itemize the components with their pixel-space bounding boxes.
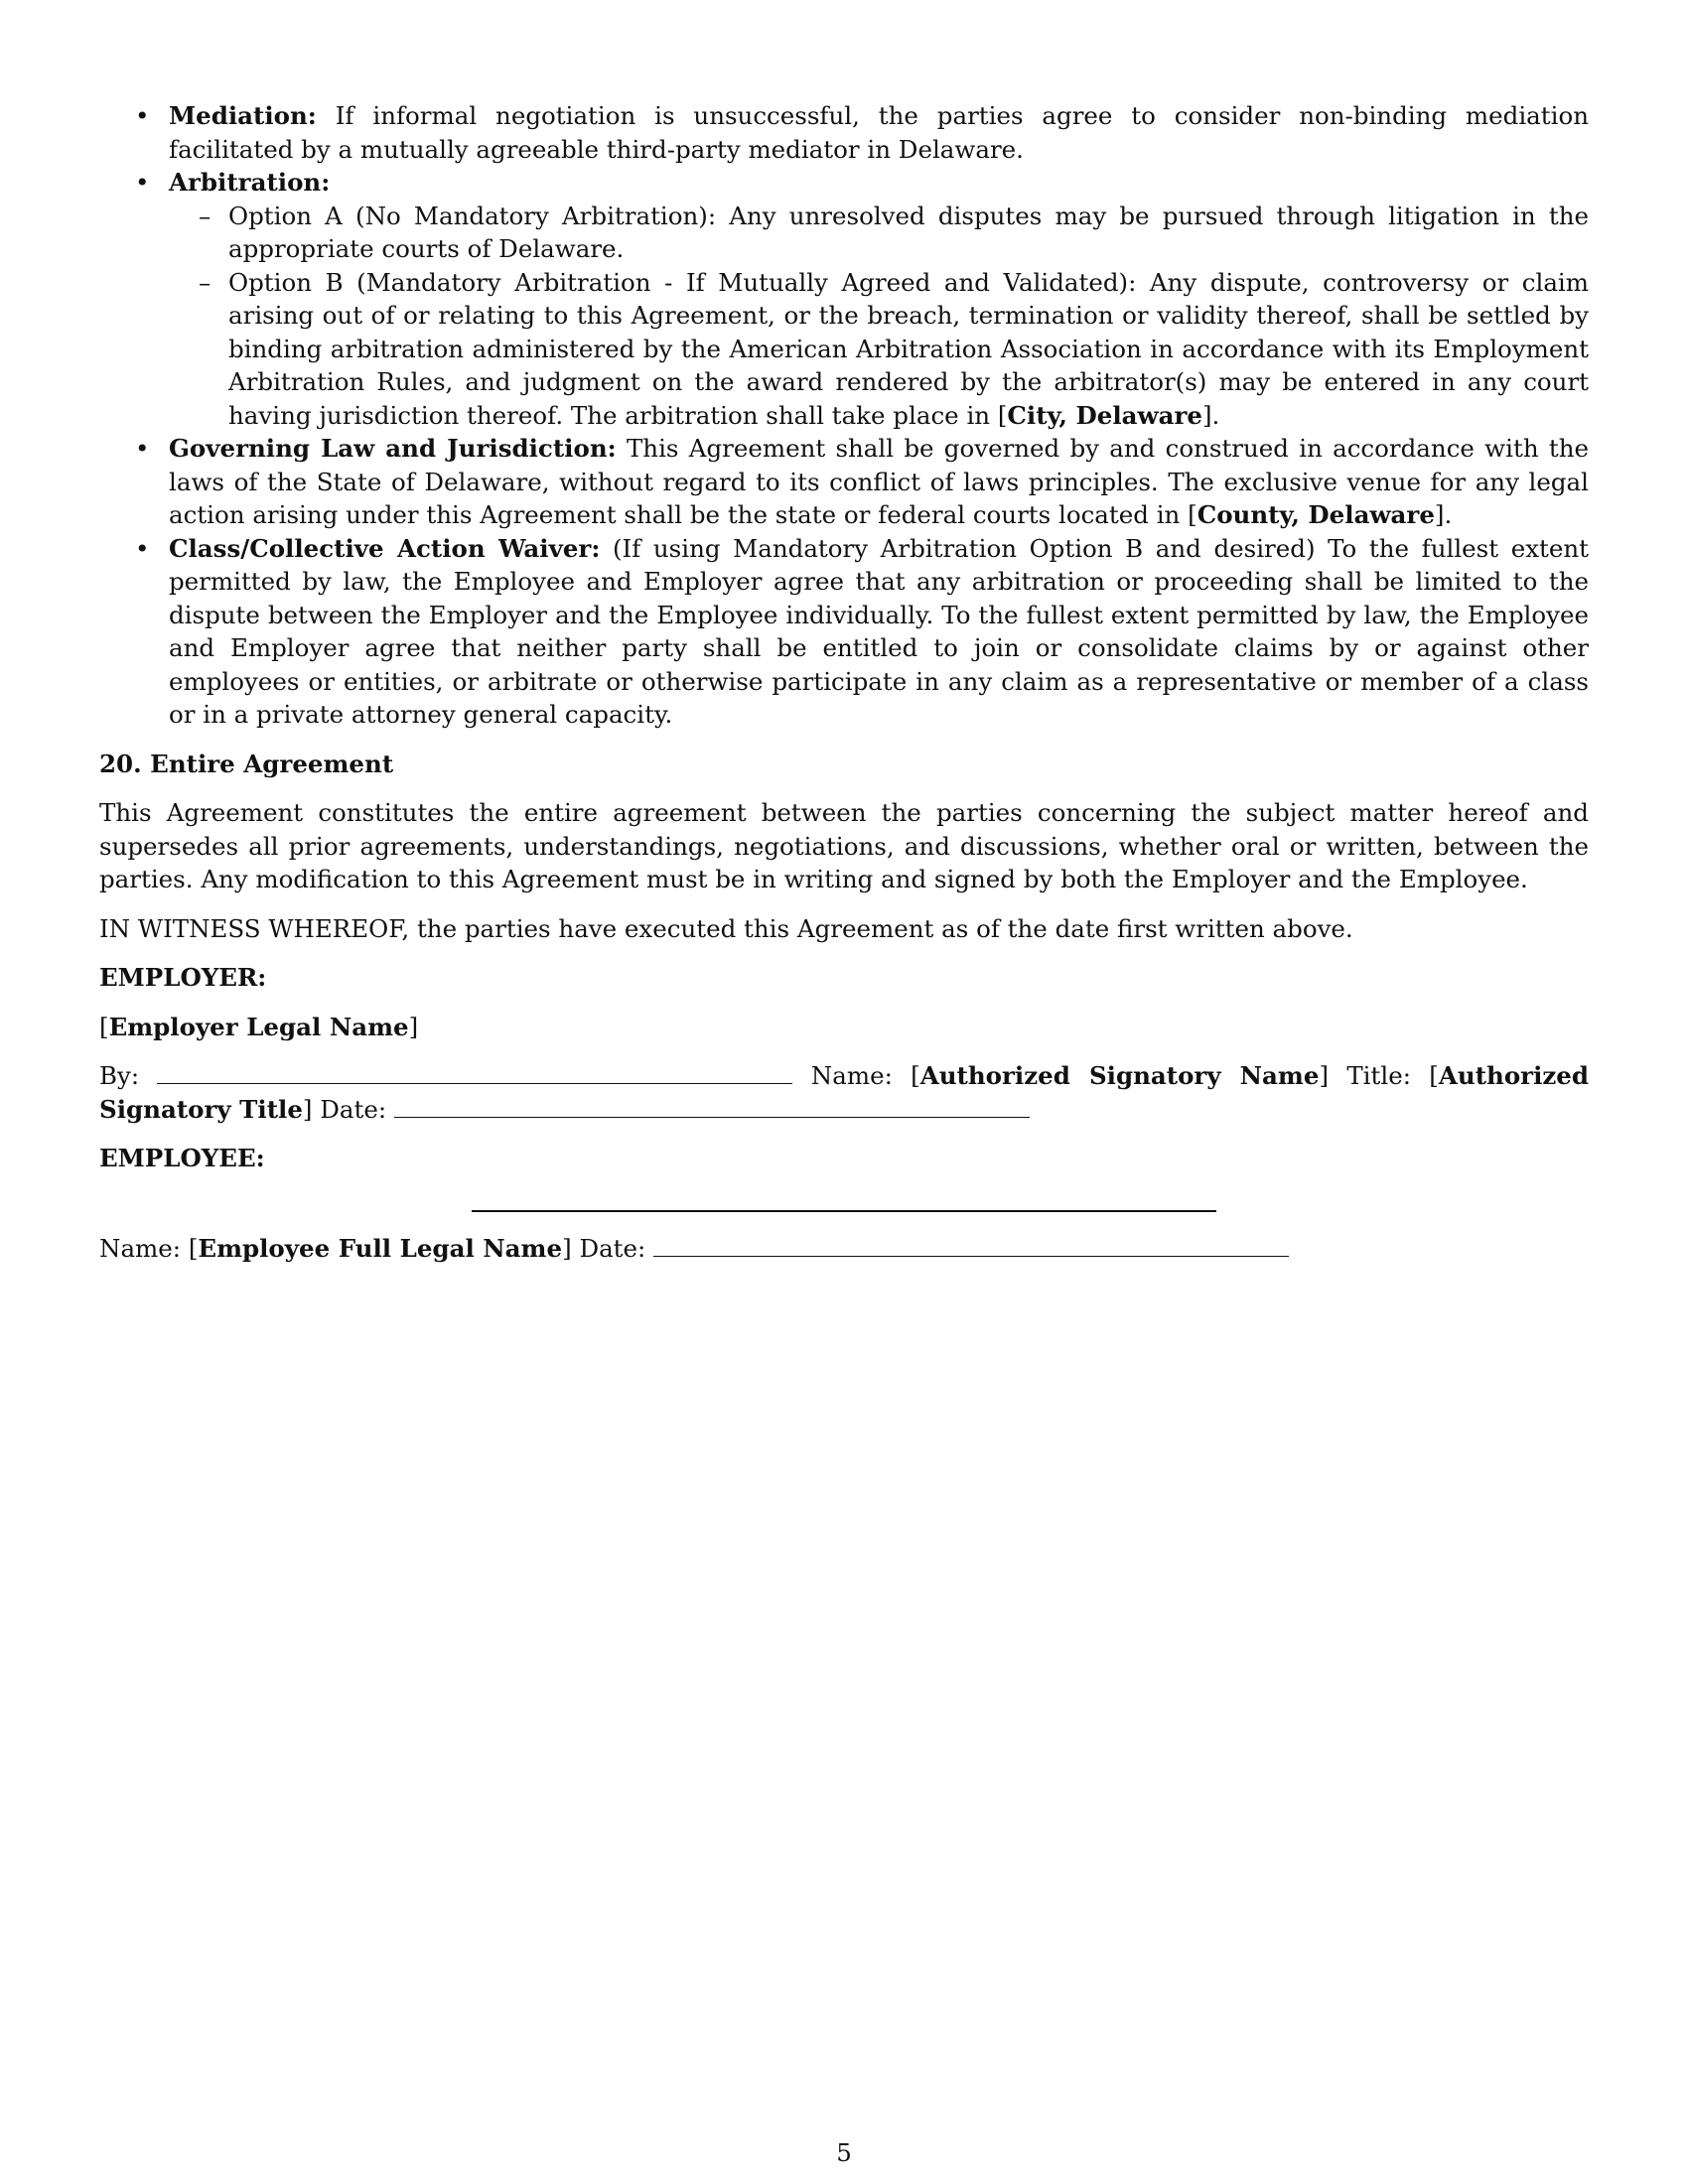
signatory-name: Authorized Signatory Name bbox=[919, 1061, 1320, 1090]
employer-title-label: Title: bbox=[1346, 1061, 1411, 1090]
arbitration-options bbox=[169, 200, 1589, 433]
page-number: 5 bbox=[836, 2138, 852, 2167]
employee-name-date-line: Name: [Employee Full Legal Name] Date: bbox=[99, 1232, 1589, 1266]
employee-full-name: Employee Full Legal Name bbox=[198, 1233, 563, 1263]
employer-legal-name: Employer Legal Name bbox=[108, 1012, 409, 1041]
venue-county-placeholder: County, Delaware bbox=[1196, 500, 1435, 529]
employer-name-label: Name: bbox=[810, 1061, 893, 1090]
employee-heading: EMPLOYEE: bbox=[99, 1144, 265, 1172]
employee-date-line[interactable] bbox=[653, 1234, 1289, 1257]
mediation-label: Mediation: bbox=[169, 101, 317, 130]
employer-date-label: Date: bbox=[320, 1094, 387, 1124]
option-a-item bbox=[169, 200, 1589, 266]
option-b-item: – Option B (Mandatory Arbitration - If Mutually Agreed and Validated): Any dispute, controversy or claim arising out of or relating to this Agreement, or the breach, termination or validity thereof, shall be settled by binding arbitration administered by the American Arbitration Association in accordance with its Employment Arbitration Rules, and judgment on the award rendered by the arbitrator(s) may be entered in any court having jurisdiction thereof. The arbitration shall take place in [City, Delaware]. bbox=[169, 266, 1589, 433]
governing-law-item: • Governing Law and Jurisdiction: This Agreement shall be governed by and construed in accordance with the laws of the State of Delaware, without regard to its conflict of laws principles. The exclusive venue for any legal action arising under this Agreement shall be the state or federal courts located in [County, Delaware]. bbox=[99, 432, 1589, 532]
option-a-text: Option A (No Mandatory Arbitration): Any unresolved disputes may be pursued through litigation in the appropriate courts of Delaware. bbox=[228, 201, 1589, 263]
option-b-text: Option B (Mandatory Arbitration - If Mutually Agreed and Validated): Any dispute, controversy or claim arising out of or relating to this Agreement, or the breach, termination or validity thereof, shall be settled by binding arbitration administered by the American Arbitration Association in accordance with its Employment Arbitration Rules, and judgment on the award rendered by the arbitrator(s) may be entered in any court having jurisdiction thereof. The arbitration shall take place in bbox=[228, 267, 1589, 430]
mediation-text: If informal negotiation is unsuccessful, the parties agree to consider non-binding mediation facilitated by a mutually agreeable third-party mediator in Delaware. bbox=[169, 101, 1590, 164]
arbitration-item bbox=[99, 166, 1589, 432]
employee-date-label: Date: bbox=[579, 1233, 646, 1263]
employee-name-label: Name: bbox=[99, 1233, 182, 1263]
mediation-item bbox=[99, 99, 1589, 166]
dispute-resolution-list bbox=[99, 99, 1589, 732]
governing-law-text: This Agreement shall be governed by and construed in accordance with the laws of the State of Delaware, without regard to its conflict of laws principles. The exclusive venue for any legal action arising under this Agreement shall be the state or federal courts located in bbox=[169, 434, 1589, 529]
witness-statement: IN WITNESS WHEREOF, the parties have executed this Agreement as of the date first written above. bbox=[99, 913, 1353, 943]
by-label: By: bbox=[99, 1061, 140, 1090]
employer-signature-block: By: Name: [Authorized Signatory Name] Title: [Authorized Signatory Title] Date: bbox=[99, 1061, 1590, 1124]
signatory-title: Authorized Signatory Title bbox=[99, 1061, 1590, 1124]
employer-legal-name-line: [Employer Legal Name] bbox=[99, 1012, 419, 1041]
employee-signature-line[interactable] bbox=[472, 1209, 1216, 1212]
class-waiver-text: (If using Mandatory Arbitration Option B and desired) To the fullest extent permitted by law, the Employee and Employer agree that any arbitration or proceeding shall be limited to the dispute between the Employer and the Employee individually. To the fullest extent permitted by law, the Employee and Employer agree that neither party shall be entitled to join or consolidate claims by or against other employees or entities, or arbitrate or otherwise participate in any claim as a representative or member of a class or in a private attorney general capacity. bbox=[169, 533, 1589, 729]
document-page bbox=[99, 99, 1589, 1265]
employer-date-line[interactable] bbox=[394, 1095, 1030, 1118]
class-waiver-item bbox=[99, 532, 1589, 732]
employer-signature-line[interactable] bbox=[157, 1061, 792, 1084]
governing-law-label: Governing Law and Jurisdiction: bbox=[169, 434, 617, 463]
class-waiver-label: Class/Collective Action Waiver: bbox=[169, 533, 601, 563]
section-20-heading: 20. Entire Agreement bbox=[99, 749, 394, 778]
section-20-text: This Agreement constitutes the entire agreement between the parties concerning the subject matter hereof and supersedes all prior agreements, understandings, negotiations, and discussions, whether oral or written, between the parties. Any modification to this Agreement must be in writing and signed by both the Employer and the Employee. bbox=[99, 798, 1589, 893]
employer-heading: EMPLOYER: bbox=[99, 963, 267, 992]
arbitration-city-placeholder: City, Delaware bbox=[1007, 400, 1202, 430]
arbitration-label: Arbitration: bbox=[169, 168, 331, 197]
